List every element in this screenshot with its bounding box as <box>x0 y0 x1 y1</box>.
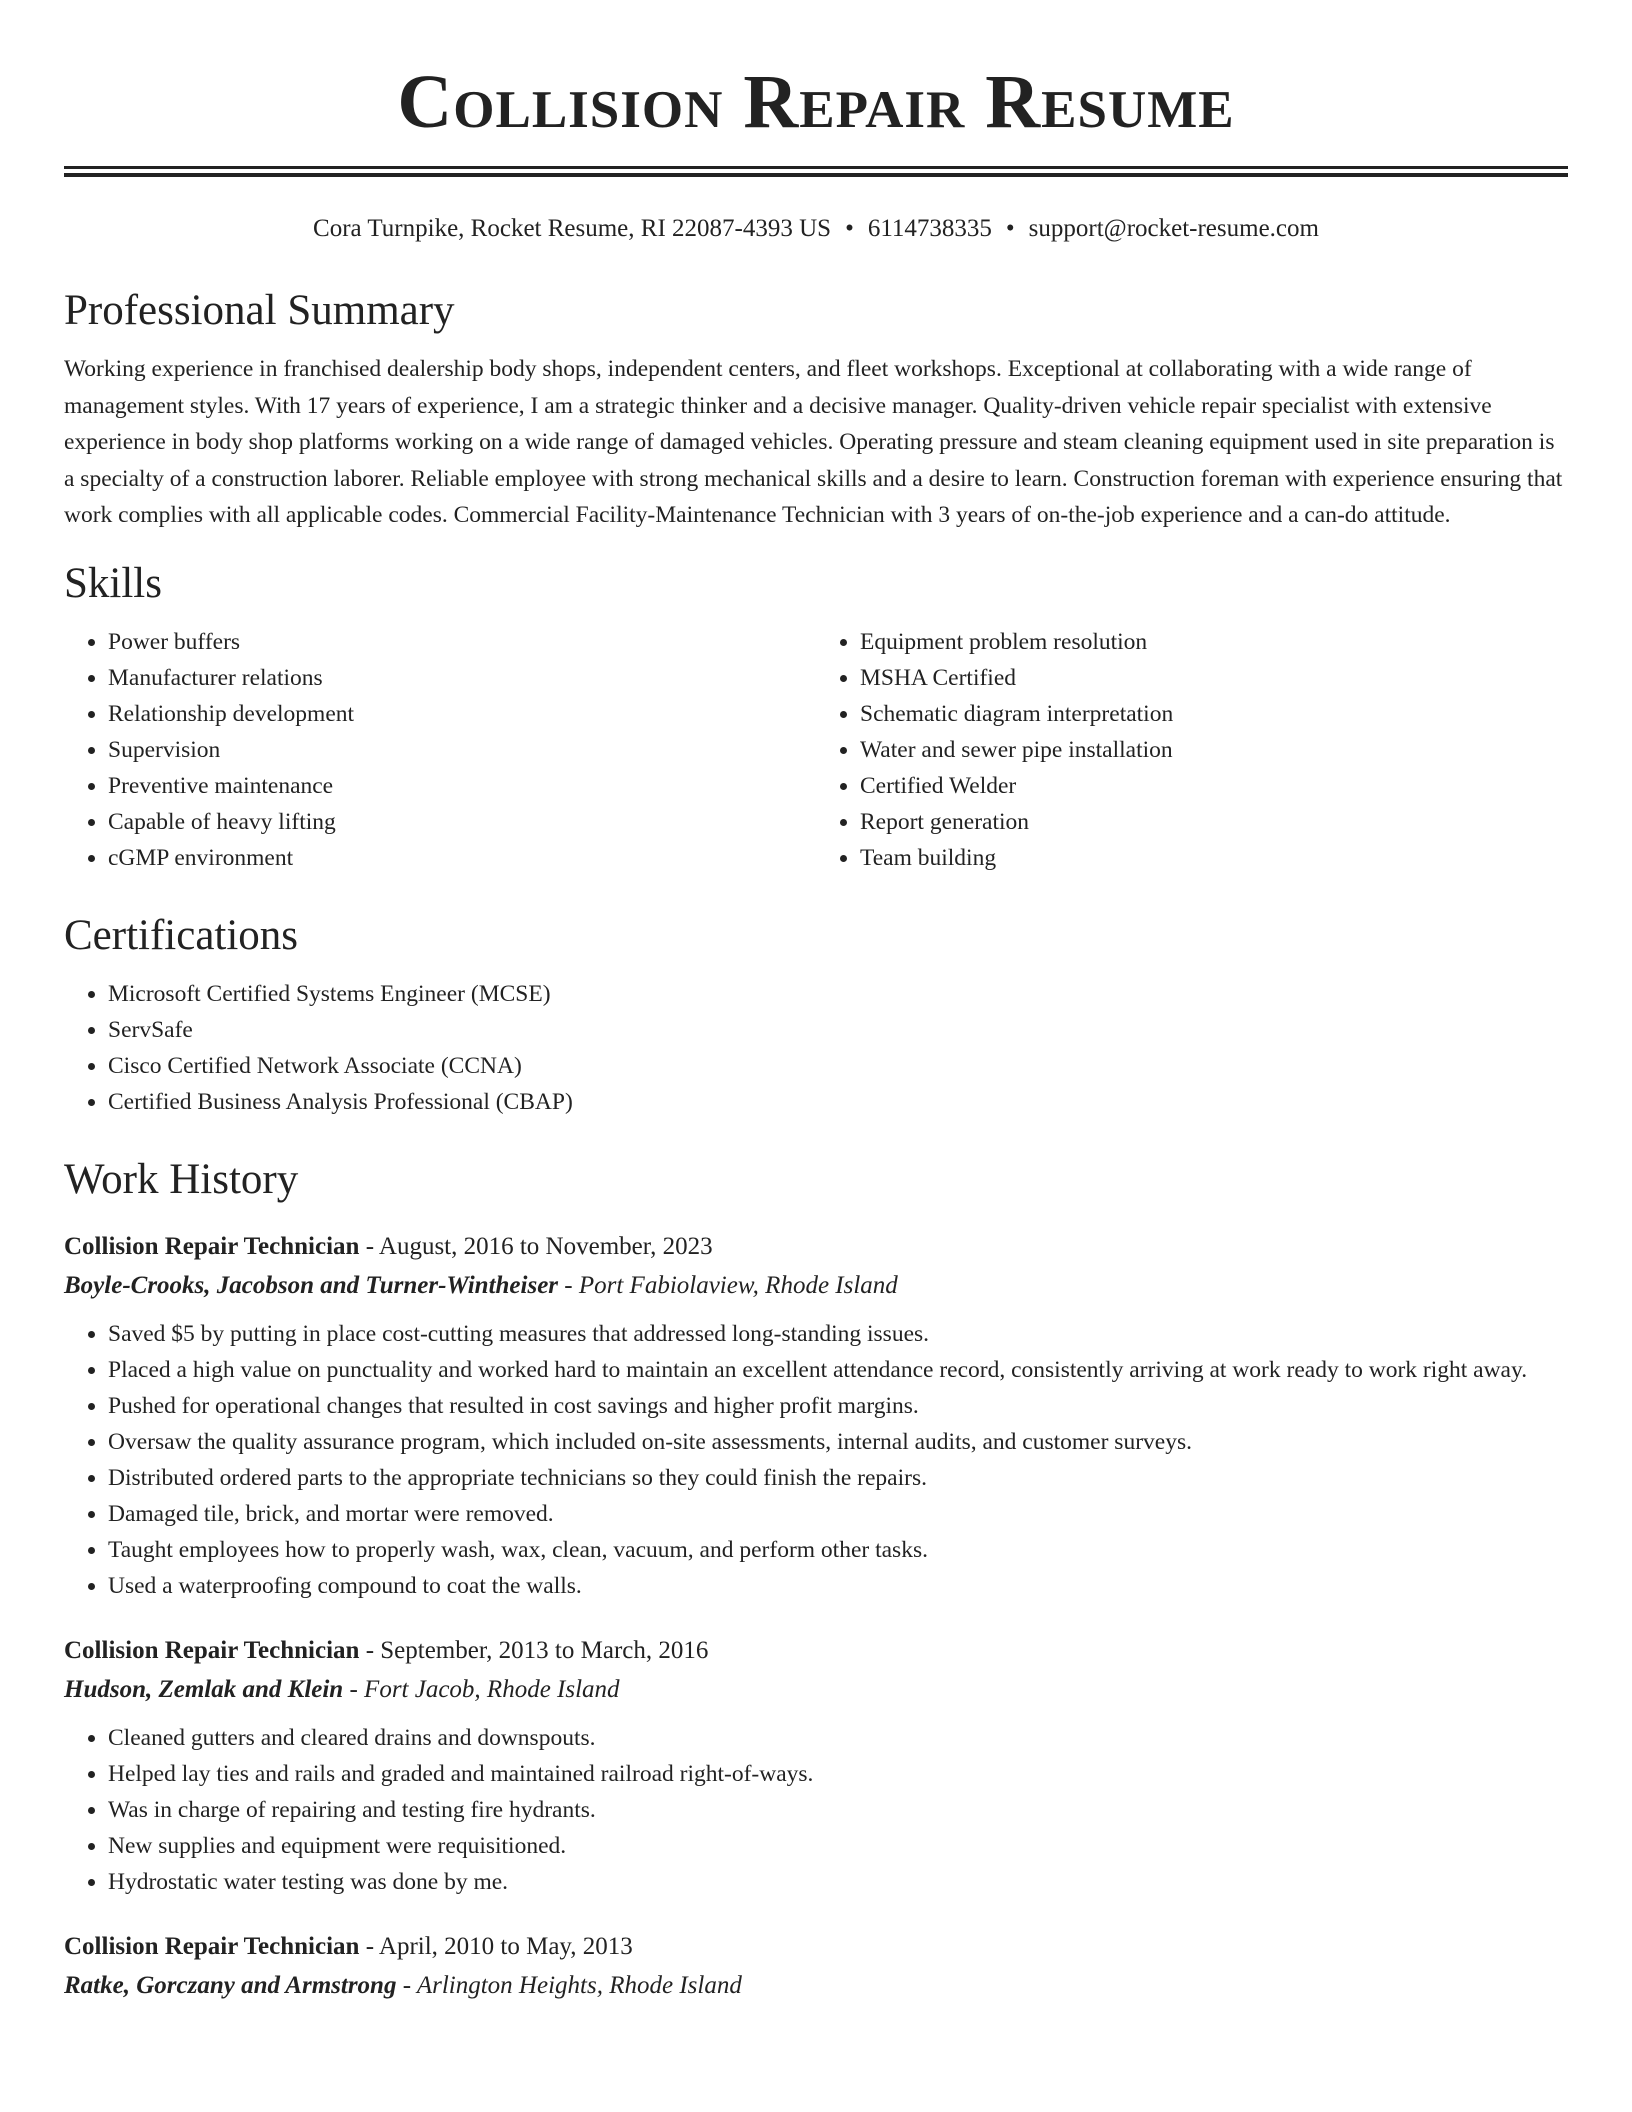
skills-list-left <box>64 624 816 876</box>
job-location: - Arlington Heights, Rhode Island <box>402 1971 742 1999</box>
certifications-heading: Certifications <box>64 911 299 959</box>
job-bullet: • Placed a high value on punctuality and worked hard to maintain an excellent attendance record, consistently arriving at work ready to work right away. <box>108 1352 1568 1388</box>
job-location: - Port Fabiolaview, Rhode Island <box>564 1271 898 1299</box>
skill-item: • Power buffers <box>108 624 816 660</box>
job-bullet: • New supplies and equipment were requisitioned. <box>108 1828 1568 1864</box>
skill-item: • Capable of heavy lifting <box>108 804 816 840</box>
contact-address: Cora Turnpike, Rocket Resume, RI 22087-4393 US <box>313 215 832 242</box>
certification-item: • Microsoft Certified Systems Engineer (MCSE) <box>108 976 1568 1012</box>
skills-column-right <box>816 624 1568 876</box>
contact-line <box>64 213 1568 245</box>
summary-heading: Professional Summary <box>64 287 455 334</box>
work-history-heading: Work History <box>64 1155 299 1203</box>
skill-item: • Preventive maintenance <box>108 768 816 804</box>
job-company-line <box>64 1266 1568 1306</box>
certification-item: • Cisco Certified Network Associate (CCNA) <box>108 1048 1568 1084</box>
job-title-line <box>64 1928 1568 1966</box>
job-company-line <box>64 1966 1568 2006</box>
skill-item: • Water and sewer pipe installation <box>860 732 1568 768</box>
job-title: Collision Repair Technician <box>64 1932 360 1960</box>
job-entry <box>64 1228 1568 1604</box>
skills-column-left <box>64 624 816 876</box>
job-bullet: • Used a waterproofing compound to coat the walls. <box>108 1568 1568 1604</box>
job-bullets <box>64 1720 1568 1900</box>
job-entry <box>64 1632 1568 1900</box>
certification-item: • ServSafe <box>108 1012 1568 1048</box>
job-title-line <box>64 1632 1568 1670</box>
skill-item: • Report generation <box>860 804 1568 840</box>
contact-email: support@rocket-resume.com <box>1028 215 1319 242</box>
certifications-list <box>64 976 1568 1120</box>
job-title: Collision Repair Technician <box>64 1232 360 1260</box>
job-dates: - April, 2010 to May, 2013 <box>365 1932 633 1960</box>
contact-phone: 6114738335 <box>867 215 992 242</box>
skill-item: • cGMP environment <box>108 840 816 876</box>
certification-item: • Certified Business Analysis Professional (CBAP) <box>108 1084 1568 1120</box>
skill-item: • Certified Welder <box>860 768 1568 804</box>
job-bullet: • Pushed for operational changes that resulted in cost savings and higher profit margins. <box>108 1388 1568 1424</box>
job-entry <box>64 1928 1568 2006</box>
job-bullet: • Hydrostatic water testing was done by me. <box>108 1864 1568 1900</box>
summary-text: Working experience in franchised dealership body shops, independent centers, and fleet workshops. Exceptional at collaborating with a wide range of management styles. With 17 years of experience, I am a strategic thinker and a decisive manager. Quality-driven vehicle repair specialist with extensive experience in body shop platforms working on a wide range of damaged vehicles. Operating pressure and steam cleaning equipment used in site preparation is a specialty of a construction laborer. Reliable employee with strong mechanical skills and a desire to learn. Construction foreman with experience ensuring that work complies with all applicable codes. Commercial Facility-Maintenance Technician with 3 years of on-the-job experience and a can-do attitude. <box>64 356 1563 528</box>
job-title-line <box>64 1228 1568 1266</box>
job-bullet: • Oversaw the quality assurance program, which included on-site assessments, internal audits, and customer surveys. <box>108 1424 1568 1460</box>
skill-item: • Relationship development <box>108 696 816 732</box>
job-bullet: • Saved $5 by putting in place cost-cutting measures that addressed long-standing issues. <box>108 1316 1568 1352</box>
job-bullet: • Helped lay ties and rails and graded and maintained railroad right-of-ways. <box>108 1756 1568 1792</box>
skill-item: • Manufacturer relations <box>108 660 816 696</box>
skill-item: • Equipment problem resolution <box>860 624 1568 660</box>
page-title: Collision Repair Resume <box>397 60 1235 144</box>
job-bullets <box>64 1316 1568 1604</box>
job-company-line <box>64 1670 1568 1710</box>
job-bullet: • Taught employees how to properly wash, wax, clean, vacuum, and perform other tasks. <box>108 1532 1568 1568</box>
job-dates: - August, 2016 to November, 2023 <box>365 1232 713 1260</box>
job-bullet: • Was in charge of repairing and testing fire hydrants. <box>108 1792 1568 1828</box>
contact-separator: • <box>1005 215 1015 242</box>
job-bullet: • Cleaned gutters and cleared drains and downspouts. <box>108 1720 1568 1756</box>
skills-columns <box>64 624 1568 876</box>
job-company: Hudson, Zemlak and Klein <box>64 1675 344 1703</box>
contact-separator: • <box>845 215 854 242</box>
skill-item: • Schematic diagram interpretation <box>860 696 1568 732</box>
job-dates: - September, 2013 to March, 2016 <box>365 1636 709 1664</box>
job-title: Collision Repair Technician <box>64 1636 360 1664</box>
skill-item: • Supervision <box>108 732 816 768</box>
job-company: Boyle-Crooks, Jacobson and Turner-Wintheiser <box>64 1271 559 1299</box>
skills-heading: Skills <box>64 559 162 607</box>
job-bullet: • Damaged tile, brick, and mortar were removed. <box>108 1496 1568 1532</box>
job-bullet: • Distributed ordered parts to the appropriate technicians so they could finish the repairs. <box>108 1460 1568 1496</box>
job-company: Ratke, Gorczany and Armstrong <box>64 1971 397 1999</box>
skill-item: • Team building <box>860 840 1568 876</box>
skill-item: • MSHA Certified <box>860 660 1568 696</box>
skills-list-right <box>816 624 1568 876</box>
job-location: - Fort Jacob, Rhode Island <box>349 1675 620 1703</box>
title-double-rule <box>64 166 1568 177</box>
